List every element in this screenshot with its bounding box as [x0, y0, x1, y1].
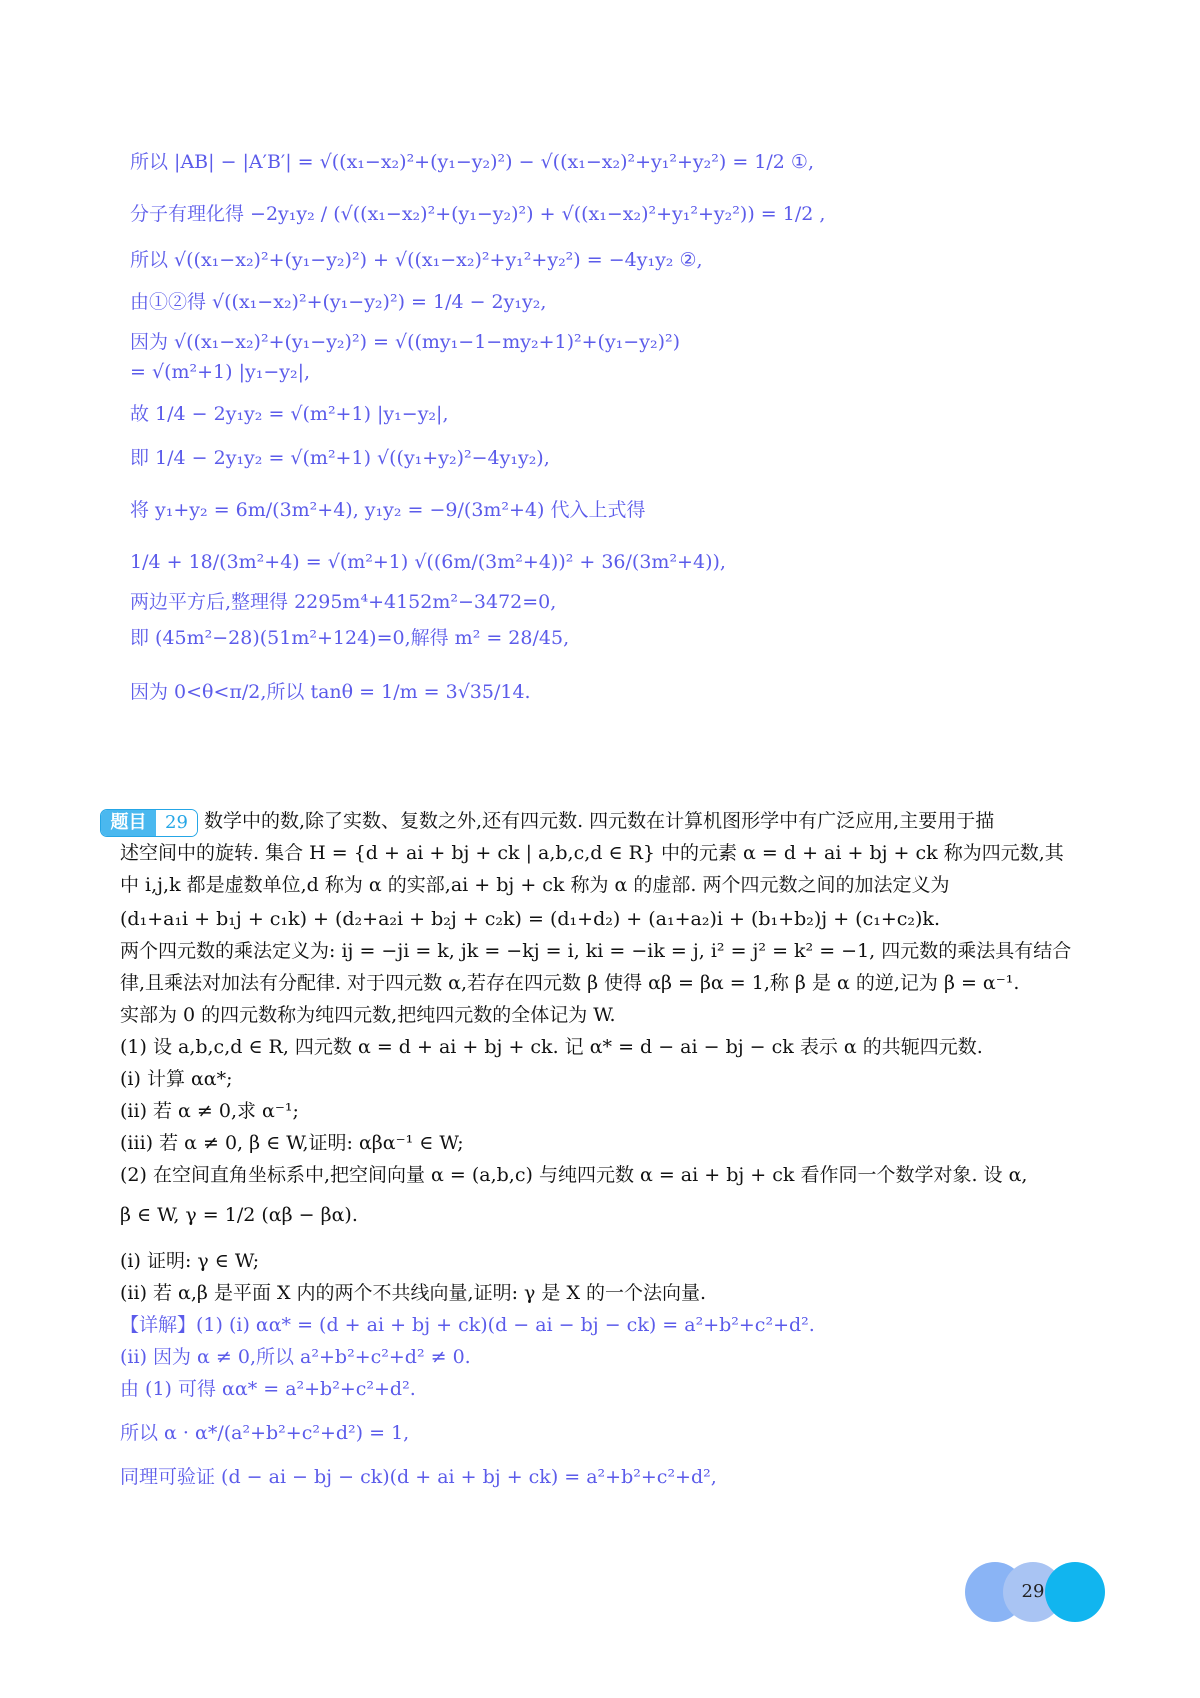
solution-line: 【详解】(1) (i) αα* = (d + ai + bj + ck)(d − ai − bj − ck) = a²+b²+c²+d².: [120, 1314, 815, 1336]
solution-line: 两边平方后,整理得 2295m⁴+4152m²−3472=0,: [130, 591, 557, 613]
solution-line: 所以 |AB| − |A′B′| = √((x₁−x₂)²+(y₁−y₂)²) − √((x₁−x₂)²+y₁²+y₂²) = 1/2 ①,: [130, 151, 815, 173]
page-number: 29: [1021, 1581, 1045, 1602]
solution-line: 同理可验证 (d − ai − bj − ck)(d + ai + bj + ck) = a²+b²+c²+d²,: [120, 1466, 717, 1488]
solution-line: = √(m²+1) |y₁−y₂|,: [130, 361, 311, 383]
solution-line: 分子有理化得 −2y₁y₂ / (√((x₁−x₂)²+(y₁−y₂)²) + √((x₁−x₂)²+y₁²+y₂²)) = 1/2 ,: [130, 203, 826, 225]
solution-line: 因为 0<θ<π/2,所以 tanθ = 1/m = 3√35/14.: [130, 681, 531, 703]
problem-line: (iii) 若 α ≠ 0, β ∈ W,证明: αβα⁻¹ ∈ W;: [120, 1132, 464, 1154]
problem-line: (2) 在空间直角坐标系中,把空间向量 α = (a,b,c) 与纯四元数 α = ai + bj + ck 看作同一个数学对象. 设 α,: [120, 1164, 1028, 1186]
solution-line: (ii) 因为 α ≠ 0,所以 a²+b²+c²+d² ≠ 0.: [120, 1346, 471, 1368]
solution-line: 所以 α · α*/(a²+b²+c²+d²) = 1,: [120, 1422, 410, 1444]
problem-line: (i) 证明: γ ∈ W;: [120, 1250, 260, 1272]
problem-line: 两个四元数的乘法定义为: ij = −ji = k, jk = −kj = i, ki = −ik = j, i² = j² = k² = −1, 四元数的乘法具有结合: [120, 940, 1072, 962]
problem-line: 律,且乘法对加法有分配律. 对于四元数 α,若存在四元数 β 使得 αβ = βα = 1,称 β 是 α 的逆,记为 β = α⁻¹.: [120, 972, 1020, 994]
problem-line: 述空间中的旋转. 集合 H = {d + ai + bj + ck | a,b,c,d ∈ R} 中的元素 α = d + ai + bj + ck 称为四元数,其: [120, 842, 1064, 864]
solution-line: 由 (1) 可得 αα* = a²+b²+c²+d².: [120, 1378, 416, 1400]
solution-line: 1/4 + 18/(3m²+4) = √(m²+1) √((6m/(3m²+4))² + 36/(3m²+4)),: [130, 551, 726, 573]
problem-line: (ii) 若 α,β 是平面 X 内的两个不共线向量,证明: γ 是 X 的一个法向量.: [120, 1282, 707, 1304]
problem-line: (ii) 若 α ≠ 0,求 α⁻¹;: [120, 1100, 299, 1122]
problem-line: 数学中的数,除了实数、复数之外,还有四元数. 四元数在计算机图形学中有广泛应用,主要用于描: [204, 810, 995, 832]
solution-line: 即 1/4 − 2y₁y₂ = √(m²+1) √((y₁+y₂)²−4y₁y₂),: [130, 447, 550, 469]
solution-line: 所以 √((x₁−x₂)²+(y₁−y₂)²) + √((x₁−x₂)²+y₁²+y₂²) = −4y₁y₂ ②,: [130, 249, 703, 271]
problem-badge: [100, 809, 198, 837]
problem-line: 中 i,j,k 都是虚数单位,d 称为 α 的实部,ai + bj + ck 称为 α 的虚部. 两个四元数之间的加法定义为: [120, 874, 950, 896]
problem-badge-label: 题目: [101, 810, 156, 836]
solution-line: 由①②得 √((x₁−x₂)²+(y₁−y₂)²) = 1/4 − 2y₁y₂,: [130, 291, 547, 313]
solution-line: 因为 √((x₁−x₂)²+(y₁−y₂)²) = √((my₁−1−my₂+1)²+(y₁−y₂)²): [130, 331, 681, 353]
problem-badge-number: 29: [156, 810, 197, 836]
solution-line: 故 1/4 − 2y₁y₂ = √(m²+1) |y₁−y₂|,: [130, 403, 449, 425]
page-number-badge: [965, 1560, 1105, 1624]
problem-line: (d₁+a₁i + b₁j + c₁k) + (d₂+a₂i + b₂j + c₂k) = (d₁+d₂) + (a₁+a₂)i + (b₁+b₂)j + (c₁+c₂)k.: [120, 908, 940, 930]
problem-line: (1) 设 a,b,c,d ∈ R, 四元数 α = d + ai + bj + ck. 记 α* = d − ai − bj − ck 表示 α 的共轭四元数.: [120, 1036, 983, 1058]
problem-line: 实部为 0 的四元数称为纯四元数,把纯四元数的全体记为 W.: [120, 1004, 616, 1026]
problem-line: (i) 计算 αα*;: [120, 1068, 233, 1090]
solution-line: 将 y₁+y₂ = 6m/(3m²+4), y₁y₂ = −9/(3m²+4) 代入上式得: [130, 499, 646, 521]
solution-line: 即 (45m²−28)(51m²+124)=0,解得 m² = 28/45,: [130, 627, 570, 649]
problem-line: β ∈ W, γ = 1/2 (αβ − βα).: [120, 1204, 358, 1226]
